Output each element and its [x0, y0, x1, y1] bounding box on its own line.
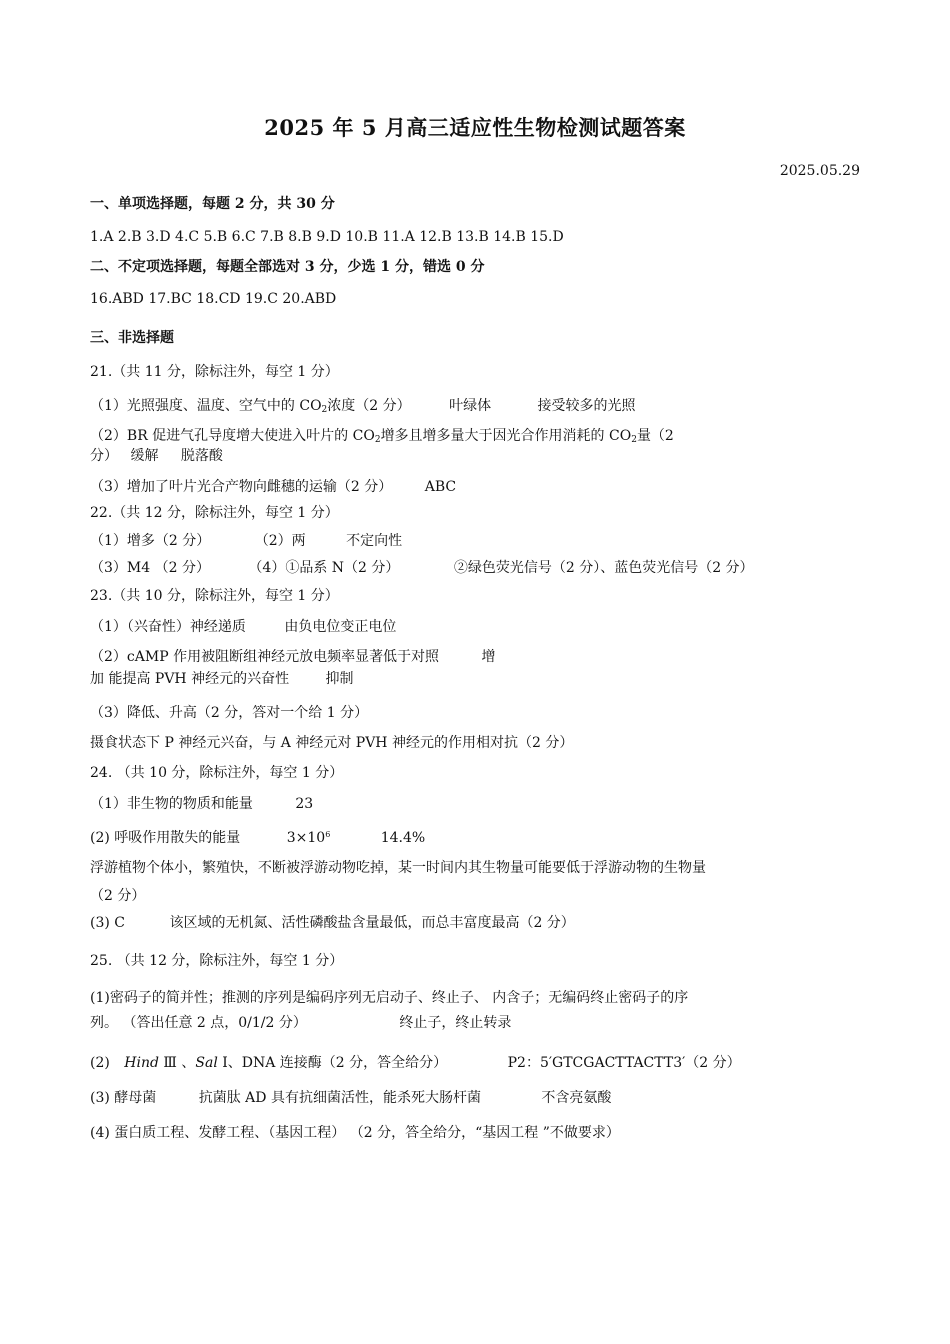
q23-heading: 23.（共 10 分，除标注外，每空 1 分） [90, 588, 339, 604]
q21-line3-part-a: 分） [90, 448, 118, 464]
q23-line2-part-b: 增 [481, 649, 496, 665]
q24-heading: 24. （共 10 分，除标注外，每空 1 分） [90, 765, 344, 781]
q23-line2-part-a: （2）cAMP 作用被阻断组神经元放电频率显著低于对照 [90, 649, 440, 665]
q25-line3-enzyme-sal: Sal [195, 1055, 218, 1071]
q21-line3-part-c: 脱落酸 [180, 448, 223, 464]
document-date: 2025.05.29 [779, 163, 860, 179]
q23-line5: 摄食状态下 P 神经元兴奋，与 A 神经元对 PVH 神经元的作用相对抗（2 分） [90, 735, 574, 751]
q25-line2-part-a: 列。 （答出任意 2 点，0/1/2 分） [90, 1015, 307, 1031]
q23-line4: （3）降低、升高（2 分，答对一个给 1 分） [90, 705, 369, 721]
q25-line1: (1)密码子的简并性；推测的序列是编码序列无启动子、终止子、 内含子；无编码终止密码子的序 [90, 990, 689, 1006]
q24-line1 [90, 794, 313, 814]
q22-line2-part-b: （4）①品系 N（2 分） [248, 560, 400, 576]
q25-line3-prefix: (2) [90, 1055, 110, 1071]
q23-line3-part-a: 加 能提高 PVH 神经元的兴奋性 [90, 671, 290, 687]
q23-line1 [90, 617, 396, 637]
q24-line2-part-c: 14.4% [380, 830, 426, 846]
q21-line1-subscript: 2 [321, 405, 328, 415]
q21-heading: 21.（共 11 分，除标注外，每空 1 分） [90, 364, 339, 380]
section1-answers: 1.A 2.B 3.D 4.C 5.B 6.C 7.B 8.B 9.D 10.B 11.A 12.B 13.B 14.B 15.D [90, 229, 564, 245]
q21-line1-part-d: 接受较多的光照 [537, 398, 636, 414]
q24-line2 [90, 825, 425, 848]
section2-heading: 二、不定项选择题，每题全部选对 3 分，少选 1 分，错选 0 分 [90, 259, 485, 275]
q21-line2-part-a: （2）BR 促进气孔导度增大使进入叶片的 CO [90, 428, 375, 444]
q25-line4-part-b: 抗菌肽 AD 具有抗细菌活性，能杀死大肠杆菌 [198, 1090, 481, 1106]
section3-heading: 三、非选择题 [90, 330, 174, 346]
q21-line1-part-a: （1）光照强度、温度、空气中的 CO [90, 398, 322, 414]
q21-line2-subscript-2: 2 [631, 435, 637, 445]
q25-line3-enzyme-hind: Hind [124, 1055, 159, 1071]
q23-line3-part-b: 抑制 [325, 671, 354, 687]
q22-line1-part-b: （2）两 [254, 533, 306, 549]
q24-line1-part-a: （1）非生物的物质和能量 [90, 796, 253, 812]
q24-line4: （2 分） [90, 888, 146, 904]
q24-line2-part-b: 3×10 [286, 830, 326, 846]
q25-heading: 25. （共 12 分，除标注外，每空 1 分） [90, 953, 344, 969]
q22-line1 [90, 531, 402, 551]
q24-line1-part-b: 23 [295, 796, 314, 812]
q24-line5 [90, 913, 575, 933]
q23-line1-part-a: （1）（兴奋性）神经递质 [90, 619, 246, 635]
q23-line3 [90, 669, 354, 689]
q23-line2 [90, 647, 496, 667]
q21-line2-part-c: 量（2 [636, 428, 674, 444]
q21-line3 [90, 446, 223, 466]
q21-line1-part-c: 叶绿体 [449, 398, 492, 414]
q25-line3 [90, 1053, 741, 1073]
q21-line4-part-a: （3）增加了叶片光合产物向雌穗的运输（2 分） [90, 479, 393, 495]
q22-line1-part-c: 不定向性 [346, 533, 403, 549]
q25-line4-part-a: (3) 酵母菌 [90, 1090, 157, 1106]
q21-line1-part-b: 浓度（2 分） [327, 398, 411, 414]
q22-line2-part-a: （3）M4 （2 分） [90, 560, 210, 576]
q24-line5-part-a: (3) C [90, 915, 125, 931]
section1-heading: 一、单项选择题，每题 2 分，共 30 分 [90, 196, 335, 212]
q21-line4 [90, 477, 456, 497]
q24-line2-part-a: (2) 呼吸作用散失的能量 [90, 830, 241, 846]
q21-line4-part-b: ABC [424, 479, 457, 495]
q25-line2-part-b: 终止子，终止转录 [399, 1015, 512, 1031]
q24-line3: 浮游植物个体小，繁殖快，不断被浮游动物吃掉，某一时间内其生物量可能要低于浮游动物的生物量 [90, 860, 706, 876]
q25-line5: (4) 蛋白质工程、发酵工程、（基因工程） （2 分，答全给分，“基因工程 ”不做要求） [90, 1125, 620, 1141]
q25-line4-part-c: 不含亮氨酸 [541, 1090, 612, 1106]
q25-line3-part-1: Ⅲ 、 [158, 1055, 196, 1071]
q22-line2 [90, 558, 754, 578]
q25-line3-part-2: Ⅰ、DNA 连接酶（2 分，答全给分） [217, 1055, 448, 1071]
q25-line2 [90, 1013, 511, 1033]
q25-line4 [90, 1088, 611, 1108]
q22-line1-part-a: （1）增多（2 分） [90, 533, 211, 549]
q22-heading: 22.（共 12 分，除标注外，每空 1 分） [90, 505, 339, 521]
section2-answers: 16.ABD 17.BC 18.CD 19.C 20.ABD [90, 291, 337, 307]
q21-line1 [90, 396, 636, 420]
q21-line3-part-b: 缓解 [130, 448, 159, 464]
q21-line2-subscript-1: 2 [374, 435, 381, 445]
q23-line1-part-b: 由负电位变正电位 [284, 619, 397, 635]
q22-line2-part-c: ②绿色荧光信号（2 分）、蓝色荧光信号（2 分） [453, 560, 754, 576]
q24-line5-part-b: 该区域的无机氮、活性磷酸盐含量最低，而总丰富度最高（2 分） [169, 915, 575, 931]
q25-line3-part-b: P2：5′GTCGACTTACTT3′（2 分） [507, 1055, 741, 1071]
q21-line2-part-b: 增多且增多量大于因光合作用消耗的 CO [380, 428, 632, 444]
q24-line2-superscript: 6 [325, 830, 331, 839]
document-title: 2025 年 5 月高三适应性生物检测试题答案 [264, 115, 686, 140]
